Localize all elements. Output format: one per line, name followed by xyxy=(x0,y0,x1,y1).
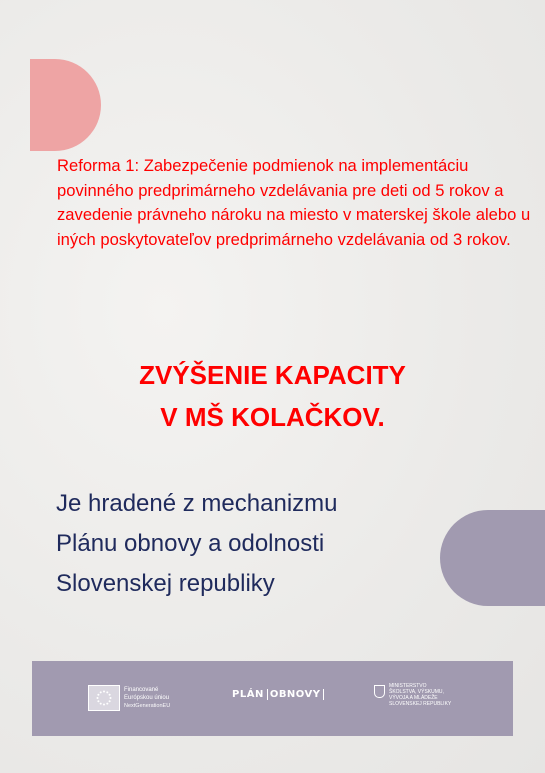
ministry-logo xyxy=(374,683,451,707)
ministry-line-1: MINISTERSTVO xyxy=(389,683,427,689)
ministry-line-4: SLOVENSKEJ REPUBLIKY xyxy=(389,701,452,707)
funding-statement xyxy=(56,484,456,604)
headline-line-2: V MŠ KOLAČKOV. xyxy=(160,402,385,432)
eu-line-3: NextGenerationEU xyxy=(124,703,171,709)
funding-line-3: Slovenskej republiky xyxy=(56,570,275,597)
decorative-half-circle-grey xyxy=(440,510,545,606)
plan-logo-part-1: PLÁN xyxy=(232,689,264,700)
coat-of-arms-icon xyxy=(374,685,385,698)
ministry-line-3: VÝVOJA A MLÁDEŽE xyxy=(389,695,438,701)
footer-logo-bar xyxy=(32,661,513,736)
ministry-line-2: ŠKOLSTVA, VÝSKUMU, xyxy=(389,689,444,695)
eu-flag-icon xyxy=(88,685,120,711)
funding-line-2: Plánu obnovy a odolnosti xyxy=(56,530,325,557)
ministry-logo-text xyxy=(389,683,451,707)
eu-line-2: Európskou úniou xyxy=(124,695,170,701)
eu-line-1: Financované xyxy=(124,687,159,693)
headline-line-1: ZVÝŠENIE KAPACITY xyxy=(139,360,406,390)
eu-logo-text xyxy=(124,686,170,710)
funding-line-1: Je hradené z mechanizmu xyxy=(56,490,338,517)
headline xyxy=(0,354,545,438)
eu-logo xyxy=(88,685,170,711)
plan-logo-part-2: OBNOVY xyxy=(267,689,324,700)
plan-obnovy-logo xyxy=(232,689,324,700)
reform-description: Reforma 1: Zabezpečenie podmienok na implementáciu povinného predprimárneho vzdelávania pre deti od 5 rokov a zavedenie právneho nároku na miesto v materskej škole alebo u iných poskytovateľov predprimárneho vzdelávania od 3 rokov. xyxy=(57,156,531,249)
decorative-half-circle-red xyxy=(30,59,101,151)
